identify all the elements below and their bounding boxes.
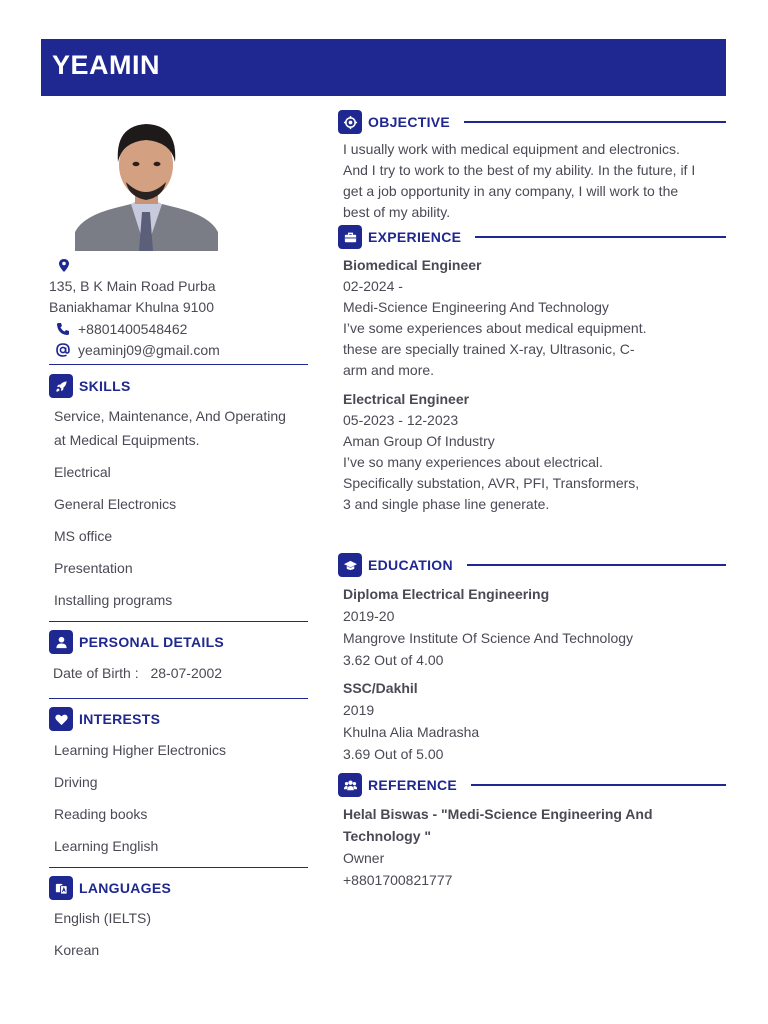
job-role: Biomedical Engineer [343,257,482,273]
education-entry [338,677,726,765]
education-year: 2019-20 [343,608,395,624]
objective-section [338,110,726,223]
interests-section [49,707,308,854]
objective-line: best of my ability. [343,204,451,220]
result: 3.62 Out of 4.00 [343,652,444,668]
reference-name: Helal Biswas - "Medi-Science Engineering And [343,806,653,822]
degree: Diploma Electrical Engineering [343,586,550,602]
objective-line: get a job opportunity in any company, I will work to the [343,183,679,199]
profile-photo [75,120,218,251]
job-description-line: 3 and single phase line generate. [343,496,550,512]
skills-title: SKILLS [79,378,131,394]
skill-item: Installing programs [54,592,173,608]
reference-title: REFERENCE [368,777,458,793]
personal-details-section [49,630,308,681]
address-line-2: Baniakhamar Khulna 9100 [49,299,215,315]
education-title: EDUCATION [368,557,453,573]
dob-row [49,665,222,681]
skill-item: Presentation [54,560,133,576]
name-banner [41,39,726,96]
education-header [338,553,726,577]
graduation-cap-icon [338,553,362,577]
section-rule [467,564,726,566]
interest-item: Learning Higher Electronics [54,742,226,758]
location-pin-icon [57,258,71,274]
education-year: 2019 [343,702,375,718]
reference-entry [338,803,726,891]
job-entry [338,255,726,381]
dob-value: 28-07-2002 [150,665,223,681]
experience-section [338,225,726,515]
job-description-line: I’ve so many experiences about electrical. [343,454,603,470]
divider [49,364,308,365]
degree: SSC/Dakhil [343,680,418,696]
candidate-name: YEAMIN [52,50,161,80]
job-dates: 02-2024 - [343,278,403,294]
dob-label: Date of Birth : [53,665,139,681]
job-description-line: Specifically substation, AVR, PFI, Transformers, [343,475,640,491]
languages-section [49,876,308,958]
job-dates: 05-2023 - 12-2023 [343,412,459,428]
school: Khulna Alia Madrasha [343,724,480,740]
briefcase-icon [338,225,362,249]
skill-item: Electrical [54,464,111,480]
skill-item: General Electronics [54,496,177,512]
reference-position: Owner [343,850,385,866]
phone-row [49,318,308,339]
users-icon [338,773,362,797]
section-rule [464,121,726,123]
experience-header [338,225,726,249]
divider [49,867,308,868]
job-role: Electrical Engineer [343,391,470,407]
divider [49,698,308,699]
heart-icon [49,707,73,731]
divider [49,621,308,622]
objective-line: And I try to work to the best of my ability. In the future, if I [343,162,696,178]
user-icon [49,630,73,654]
section-rule [475,236,726,238]
reference-header [338,773,726,797]
skills-section [49,374,308,608]
languages-title: LANGUAGES [79,880,172,896]
personal-details-title: PERSONAL DETAILS [79,634,225,650]
objective-title: OBJECTIVE [368,114,451,130]
interest-item: Reading books [54,806,148,822]
job-company: Medi-Science Engineering And Technology [343,299,609,315]
email-address[interactable]: yeaminj09@gmail.com [78,341,220,358]
languages-header [49,876,308,900]
email-at-icon [55,342,71,358]
education-entry [338,583,726,671]
interest-item: Driving [54,774,98,790]
phone-icon [55,321,71,337]
interests-header [49,707,308,731]
section-rule [471,784,726,786]
target-icon [338,110,362,134]
address-line-1: 135, B K Main Road Purba [49,278,216,294]
job-entry [338,389,726,515]
objective-line: I usually work with medical equipment and electronics. [343,141,680,157]
experience-title: EXPERIENCE [368,229,462,245]
job-description-line: arm and more. [343,362,435,378]
job-description-line: these are specially trained X-ray, Ultrasonic, C- [343,341,635,357]
reference-name-continued: Technology " [343,828,432,844]
interests-title: INTERESTS [79,711,161,727]
skills-header [49,374,308,398]
interest-item: Learning English [54,838,159,854]
rocket-icon [49,374,73,398]
personal-details-header [49,630,308,654]
language-item: Korean [54,942,100,958]
job-description-line: I’ve some experiences about medical equipment. [343,320,647,336]
school: Mangrove Institute Of Science And Technology [343,630,634,646]
skill-item: MS office [54,528,113,544]
education-section [338,553,726,765]
contact-block [49,258,308,360]
language-item: English (IELTS) [54,910,151,926]
phone-number[interactable]: +8801400548462 [78,320,188,337]
email-row [49,339,308,360]
reference-section [338,773,726,891]
result: 3.69 Out of 5.00 [343,746,444,762]
objective-header [338,110,726,134]
reference-phone[interactable]: +8801700821777 [343,872,453,888]
skill-item: Service, Maintenance, And Operating at Medical Equipments. [54,408,286,448]
job-company: Aman Group Of Industry [343,433,495,449]
language-icon [49,876,73,900]
